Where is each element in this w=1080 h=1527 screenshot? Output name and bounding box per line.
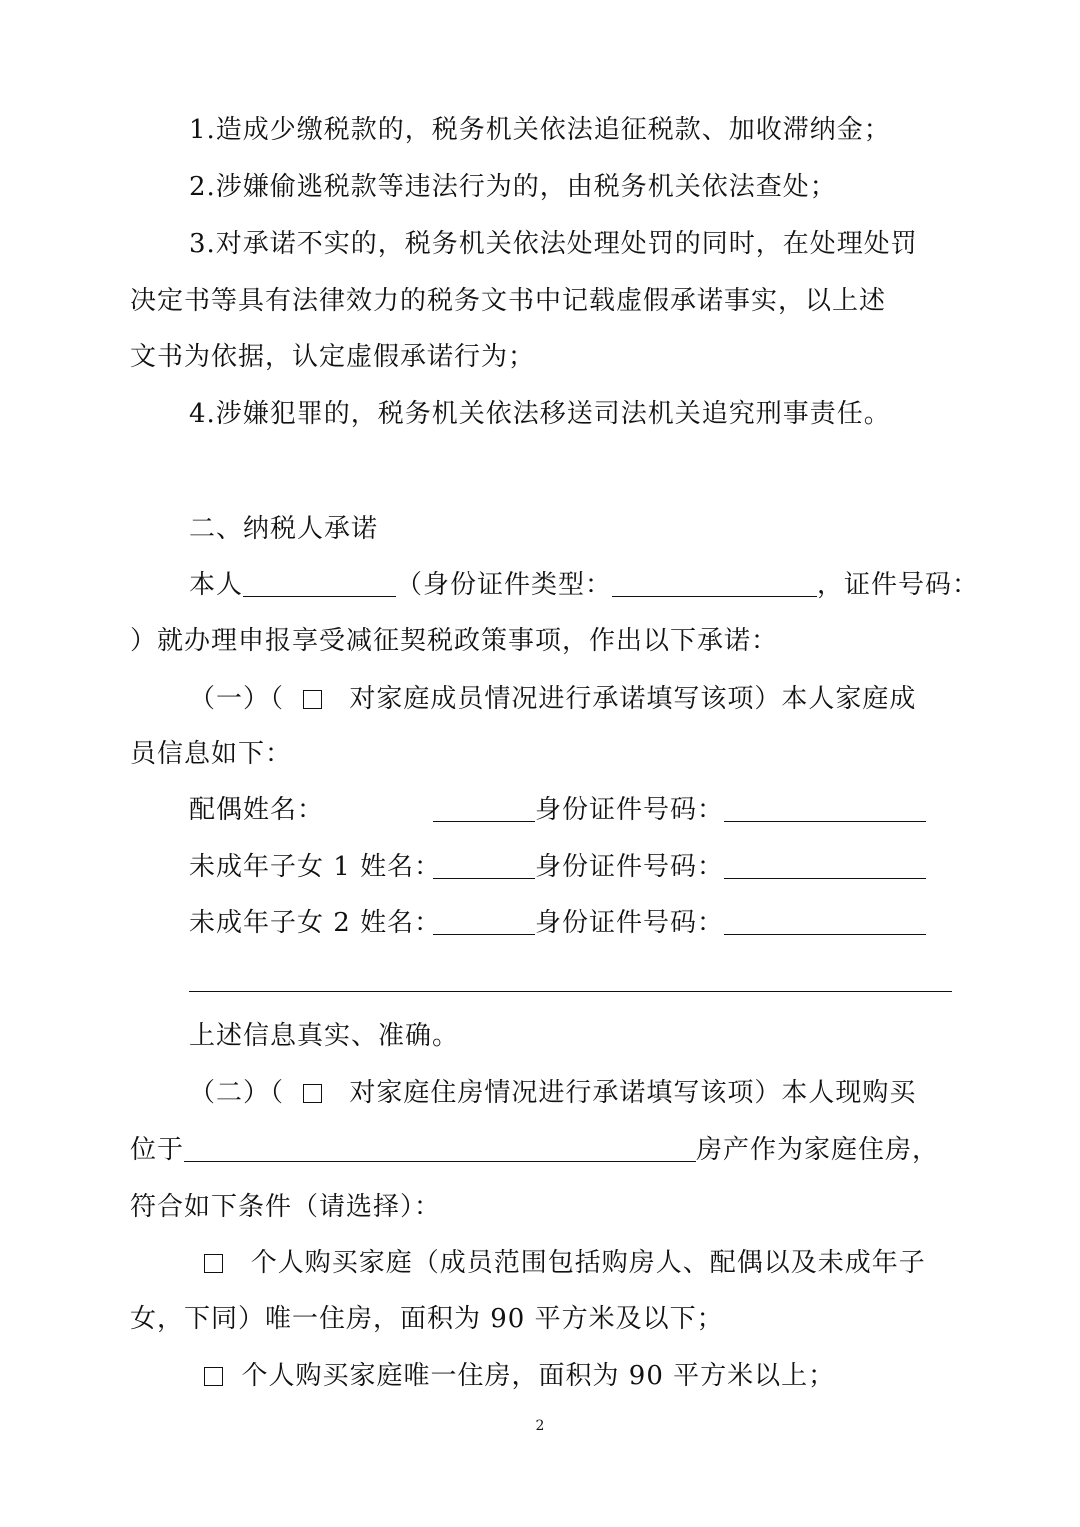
- child1-id-blank[interactable]: [724, 852, 926, 879]
- housing-option-2-checkbox[interactable]: [204, 1367, 223, 1386]
- housing-checkbox[interactable]: [303, 1084, 322, 1103]
- family-members-line-2: 员信息如下：: [130, 739, 293, 769]
- spouse-row: [189, 793, 926, 827]
- property-location-blank[interactable]: [184, 1135, 696, 1162]
- housing-location-line: [130, 1133, 939, 1167]
- consequence-item-1: 1.造成少缴税款的，税务机关依法追征税款、加收滞纳金；: [189, 115, 891, 145]
- section-heading: 二、纳税人承诺: [189, 514, 379, 544]
- id-type-blank[interactable]: [612, 570, 817, 597]
- pledge-intro-self: 本人: [189, 570, 244, 600]
- page-number: 2: [535, 1418, 545, 1434]
- spouse-label: 配偶姓名：: [189, 795, 325, 825]
- spouse-id-label: 身份证件号码：: [535, 795, 725, 825]
- housing-heading: [189, 1076, 916, 1110]
- child1-label: 未成年子女 1 姓名：: [189, 852, 442, 882]
- consequence-item-3-line-3: 文书为依据，认定虚假承诺行为；: [130, 342, 536, 372]
- housing-conditions-line: 符合如下条件（请选择）：: [130, 1192, 442, 1222]
- child2-row: [189, 906, 926, 940]
- family-members-text: 对家庭成员情况进行承诺填写该项）本人家庭成: [349, 684, 917, 714]
- extra-member-blank-line[interactable]: [189, 991, 952, 992]
- id-type-label: （身份证件类型：: [396, 570, 613, 600]
- housing-option-1-line-1: [204, 1246, 926, 1280]
- housing-prefix: （二）（: [189, 1078, 285, 1108]
- child2-label: 未成年子女 2 姓名：: [189, 908, 442, 938]
- housing-option-1-checkbox[interactable]: [204, 1254, 223, 1273]
- child1-name-blank[interactable]: [433, 852, 535, 879]
- housing-text: 对家庭住房情况进行承诺填写该项）本人现购买: [349, 1078, 917, 1108]
- spouse-name-blank[interactable]: [433, 795, 535, 822]
- family-members-prefix: （一）（: [189, 684, 285, 714]
- consequence-item-2: 2.涉嫌偷逃税款等违法行为的，由税务机关依法查处；: [189, 172, 837, 202]
- housing-option-1-text: 个人购买家庭（成员范围包括购房人、配偶以及未成年子: [250, 1248, 926, 1278]
- located-at-label: 位于: [130, 1135, 185, 1165]
- housing-option-2-text: 个人购买家庭唯一住房，面积为 90 平方米以上；: [241, 1361, 836, 1391]
- pledge-intro-line-2: ）就办理申报享受减征契税政策事项，作出以下承诺：: [130, 626, 779, 656]
- family-members-checkbox[interactable]: [303, 690, 322, 709]
- housing-option-1-line-2: 女，下同）唯一住房，面积为 90 平方米及以下；: [130, 1304, 724, 1334]
- property-purpose-text: 房产作为家庭住房，: [696, 1135, 940, 1165]
- family-members-heading: [189, 682, 916, 716]
- housing-option-2: [204, 1359, 835, 1393]
- spouse-id-blank[interactable]: [724, 795, 926, 822]
- consequence-item-4: 4.涉嫌犯罪的，税务机关依法移送司法机关追究刑事责任。: [189, 399, 891, 429]
- child1-row: [189, 850, 926, 884]
- id-number-label: ，证件号码：: [817, 570, 980, 600]
- child1-id-label: 身份证件号码：: [535, 852, 725, 882]
- consequence-item-3-line-1: 3.对承诺不实的，税务机关依法处理处罚的同时，在处理处罚: [189, 229, 918, 259]
- child2-name-blank[interactable]: [433, 908, 535, 935]
- consequence-item-3-line-2: 决定书等具有法律效力的税务文书中记载虚假承诺事实，以上述: [130, 286, 887, 316]
- child2-id-blank[interactable]: [724, 908, 926, 935]
- child2-id-label: 身份证件号码：: [535, 908, 725, 938]
- pledge-intro-line-1: [189, 568, 979, 602]
- family-info-confirm: 上述信息真实、准确。: [189, 1021, 460, 1051]
- name-blank[interactable]: [243, 570, 396, 597]
